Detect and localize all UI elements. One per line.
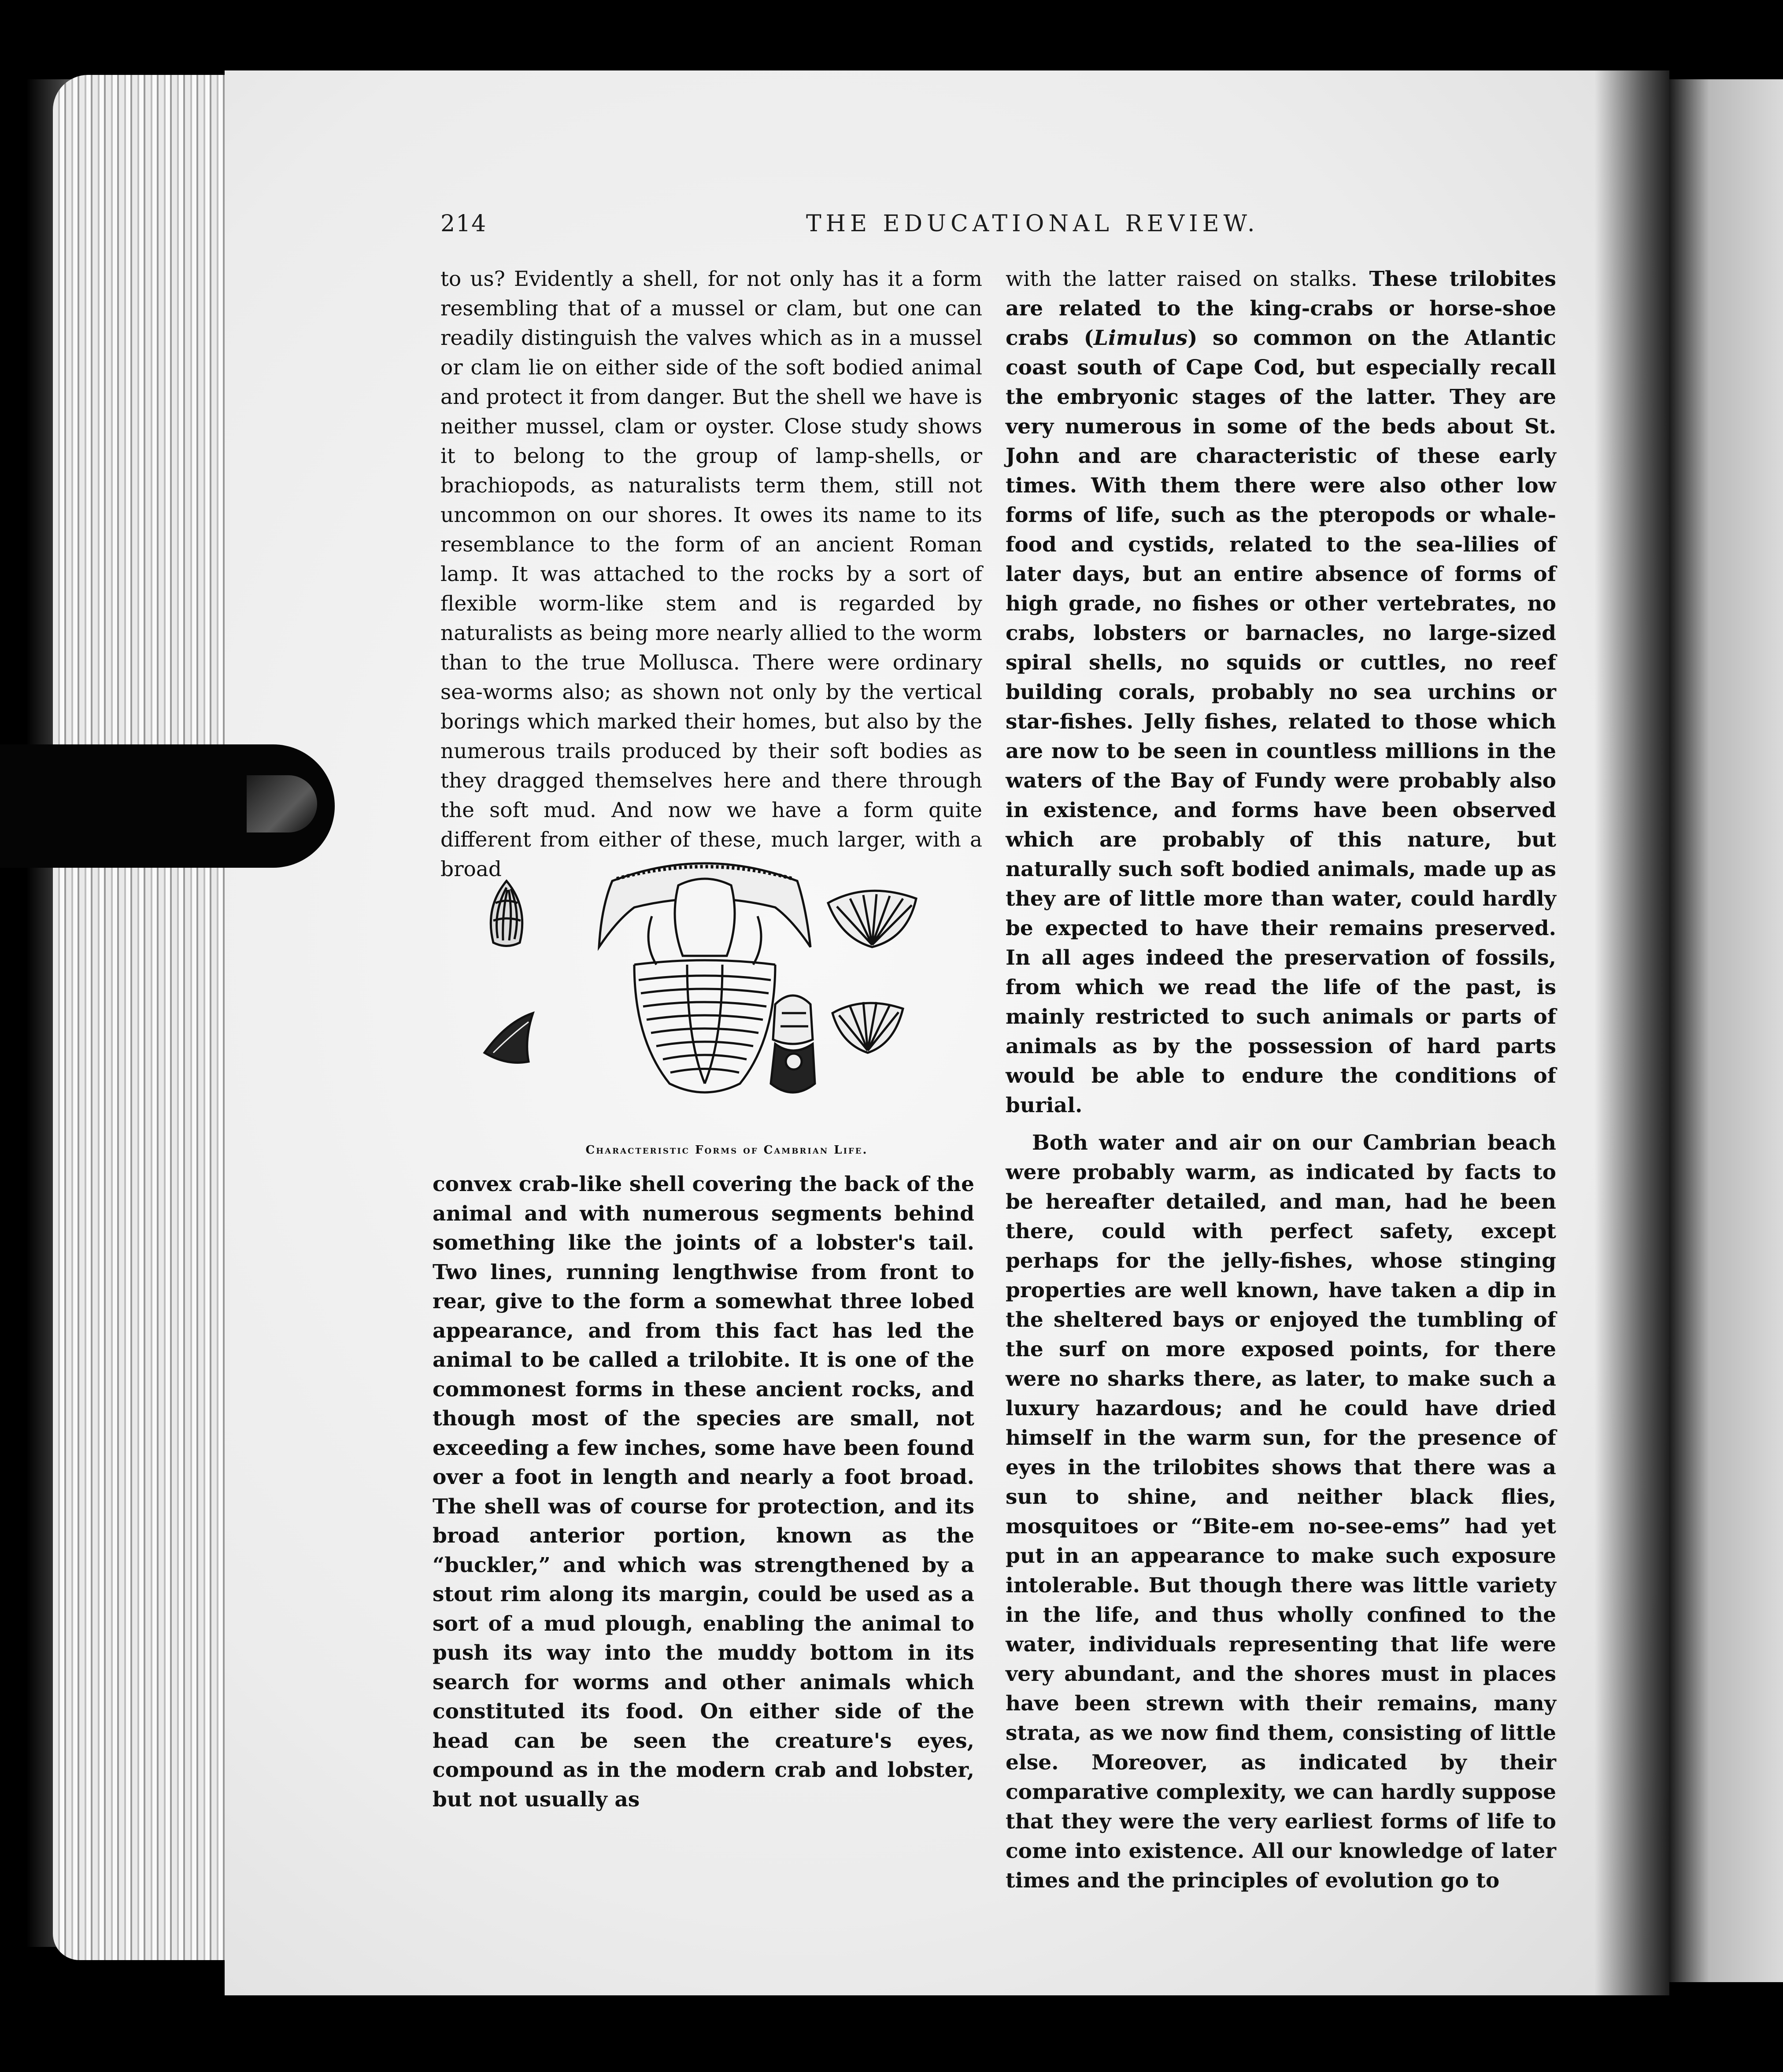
small-fan-shell-icon xyxy=(832,1002,903,1053)
paragraph xyxy=(1006,264,1556,1120)
brachiopod-shell-icon xyxy=(491,881,522,946)
fan-shell-icon xyxy=(828,891,916,947)
figure-caption: Characteristic Forms of Cambrian Life. xyxy=(585,1143,868,1157)
journal-title: THE EDUCATIONAL REVIEW. xyxy=(806,211,1259,237)
running-head xyxy=(440,211,1568,246)
facing-page-edge xyxy=(1669,79,1783,1982)
text-run: These trilobites are related to the king-crabs or horse-shoe crabs ( xyxy=(1006,267,1556,350)
page-number: 214 xyxy=(440,211,487,237)
text-run: ) so common on the Atlantic coast south of Cape Cod, but especially recall the embryonic stages of the latter. They are very numerous in some of the beds about St. John and are characteristic of these early times. With them there were also other low forms of life, such as the pteropods or whale-food and cystids, related to the sea-lilies of later days, but an entire absence of forms of high grade, no fishes or other vertebrates, no crabs, lobsters or barnacles, no large-sized spiral shells, no squids or cuttles, no reef building corals, probably no sea urchins or star-fishes. Jelly fishes, related to those which are now to be seen in countless millions in the waters of the Bay of Fundy were probably also in existence, and forms have been observed which are probably of this nature, but naturally such soft bodied animals, made up as they are of little more than water, could hardly be expected to have their remains preserved. In all ages indeed the preservation of fossils, from which we read the life of the past, is mainly restricted to such animals or parts of animals as by the possession of hard parts would be able to endure the conditions of burial. xyxy=(1006,326,1557,1117)
stacked-page-edges xyxy=(53,75,229,1960)
text-run: with the latter raised on stalks. xyxy=(1006,267,1358,291)
column-right xyxy=(1006,264,1556,1895)
cambrian-fossils-figure xyxy=(467,855,969,1128)
paragraph: convex crab-like shell covering the back of the animal and with numerous segments behind something like the joints of a lobster's tail. Two lines, running lengthwise from front to rear, give to the form a somewhat three lobed appearance, and from this fact has led the animal to be called a trilobite. It is one of the commonest forms in these ancient rocks, and though most of the species are small, not exceeding a few inches, some have been found over a foot in length and nearly a foot broad. The shell was of course for protection, and its broad anterior portion, known as the “buckler,” and which was strengthened by a stout rim along its margin, could be used as a sort of a mud plough, enabling the animal to push its way into the muddy bottom in its search for worms and other animals which constituted its food. On either side of the head can be seen the creature's eyes, compound as in the modern crab and lobster, but not usually as xyxy=(433,1172,974,1812)
small-shell-icon xyxy=(485,1013,533,1063)
thumbnail-highlight xyxy=(247,775,317,832)
paragraph: Both water and air on our Cambrian beach were probably warm, as indicated by facts to be hereafter detailed, and man, had he been there, could with perfect safety, except perhaps for the jelly-fishes, whose stinging properties are well known, have taken a dip in the sheltered bays or enjoyed the tumbling of the surf on more exposed points, for there were no sharks there, as later, to make such a luxury hazardous; and he could have dried himself in the warm sun, for the presence of eyes in the trilobites shows that there was a sun to shine, and neither black flies, mosquitoes or “Bite-em no-see-ems” had yet put in an appearance to make such exposure intolerable. But though there was little variety in the life, and thus wholly confined to the water, individuals representing that life were very abundant, and the shores must in places have been strewn with their remains, many strata, as we now find them, consisting of little else. Moreover, as indicated by their comparative complexity, we can hardly suppose that they were the very earliest forms of life to come into existence. All our knowledge of later times and the principles of evolution go to xyxy=(1006,1131,1556,1893)
column-left-top xyxy=(440,264,982,884)
cystid-fossil-icon xyxy=(771,995,815,1092)
paragraph: to us? Evidently a shell, for not only has it a form resembling that of a mussel or clam, but one can readily distinguish the valves which as in a mussel or clam lie on either side of the soft bodied animal and protect it from danger. But the shell we have is neither mussel, clam or oyster. Close study shows it to belong to the group of lamp-shells, or brachiopods, as naturalists term them, still not uncommon on our shores. It owes its name to its resemblance to the form of an ancient Roman lamp. It was attached to the rocks by a sort of flexible worm-like stem and is regarded by naturalists as being more nearly allied to the worm than to the true Mollusca. There were ordinary sea-worms also; as shown not only by the vertical borings which marked their homes, but also by the numerous trails produced by their soft bodies as they dragged themselves here and there through the soft mud. And now we have a form quite different from either of these, much larger, with a broad xyxy=(440,267,982,881)
column-left-bottom xyxy=(433,1170,974,1814)
text-run-italic: Limulus xyxy=(1093,326,1188,350)
